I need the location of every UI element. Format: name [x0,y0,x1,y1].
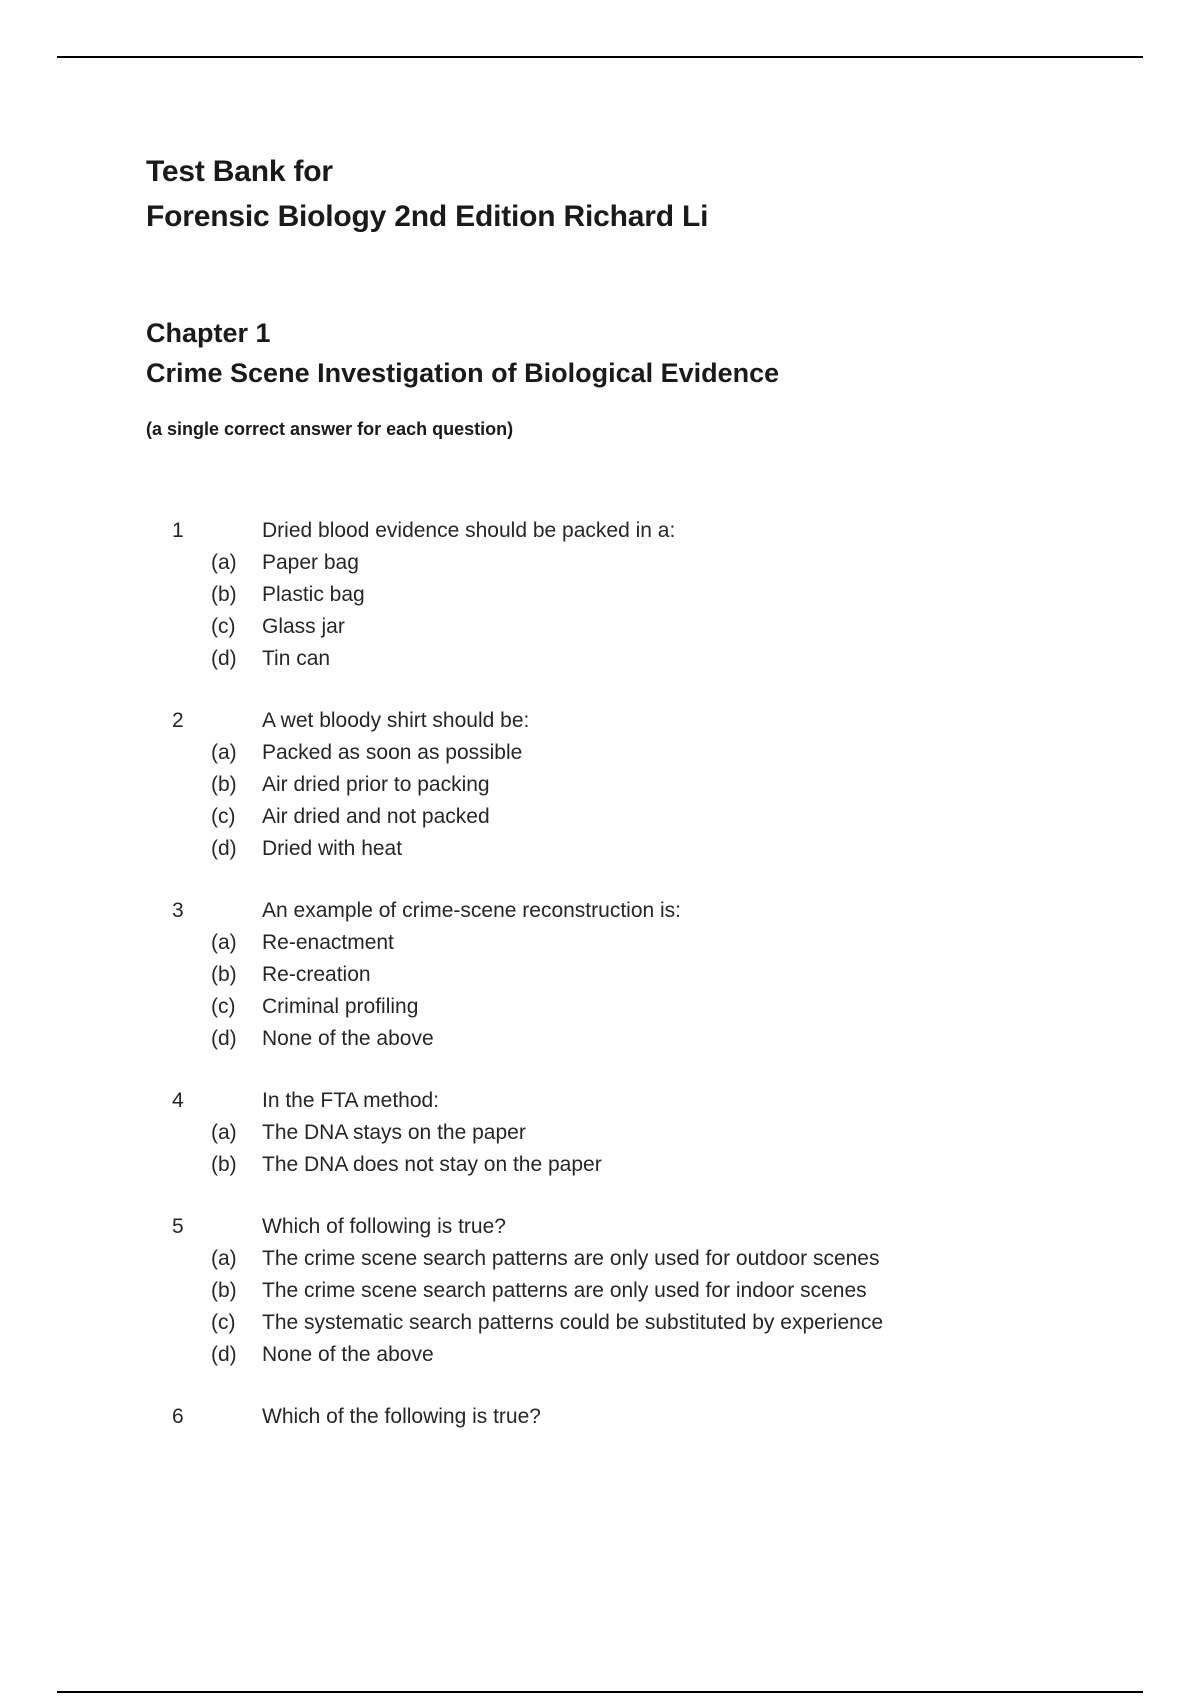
question-header [146,1211,1146,1243]
question-text: A wet bloody shirt should be: [262,709,530,732]
option-text: The crime scene search patterns are only used for indoor scenes [262,1279,867,1302]
option-label: (b) [211,963,237,986]
option-text: Packed as soon as possible [262,741,523,764]
answer-option [146,991,1146,1023]
option-text: Re-enactment [262,931,394,954]
question-text: Which of following is true? [262,1215,506,1238]
question-number: 6 [172,1405,184,1428]
option-text: The DNA does not stay on the paper [262,1153,602,1176]
question-text: Dried blood evidence should be packed in a: [262,519,676,542]
option-label: (c) [211,615,236,638]
option-text: None of the above [262,1343,434,1366]
question-header [146,1085,1146,1117]
option-text: Dried with heat [262,837,403,860]
question-list [146,515,1146,1463]
option-label: (d) [211,647,237,670]
option-text: Criminal profiling [262,995,419,1018]
answer-option [146,1117,1146,1149]
option-label: (c) [211,1311,236,1334]
question-number: 3 [172,899,184,922]
chapter-heading [146,313,779,393]
question-text: An example of crime-scene reconstruction is: [262,899,682,922]
document-title [146,149,708,239]
question-text: Which of the following is true? [262,1405,541,1428]
instruction-text: (a single correct answer for each question) [146,419,514,439]
answer-option [146,959,1146,991]
option-label: (b) [211,773,237,796]
question-number: 1 [172,519,184,542]
answer-option [146,611,1146,643]
option-label: (a) [211,1247,237,1270]
option-text: Plastic bag [262,583,365,606]
question-item [146,895,1146,1055]
question-text: In the FTA method: [262,1089,440,1112]
question-header [146,705,1146,737]
option-label: (c) [211,805,236,828]
option-label: (a) [211,741,237,764]
question-header [146,895,1146,927]
title-line-2: Forensic Biology 2nd Edition Richard Li [146,200,709,233]
answer-option [146,579,1146,611]
answer-option [146,769,1146,801]
option-text: The DNA stays on the paper [262,1121,526,1144]
chapter-number: Chapter 1 [146,318,271,348]
question-item [146,515,1146,675]
option-text: The systematic search patterns could be substituted by experience [262,1311,883,1334]
answer-option [146,1307,1146,1339]
question-header [146,515,1146,547]
option-text: The crime scene search patterns are only used for outdoor scenes [262,1247,880,1270]
option-text: Paper bag [262,551,359,574]
option-label: (a) [211,551,237,574]
answer-option [146,1023,1146,1055]
option-label: (b) [211,583,237,606]
option-text: Glass jar [262,615,345,638]
option-text: None of the above [262,1027,434,1050]
title-line-1: Test Bank for [146,155,333,188]
option-text: Tin can [262,647,331,670]
option-label: (d) [211,1343,237,1366]
answer-option [146,801,1146,833]
option-label: (d) [211,837,237,860]
question-number: 5 [172,1215,184,1238]
answer-option [146,1275,1146,1307]
question-number: 2 [172,709,184,732]
top-rule [57,56,1143,58]
option-label: (d) [211,1027,237,1050]
question-item [146,1085,1146,1181]
question-header [146,1401,1146,1433]
answer-option [146,1243,1146,1275]
answer-option [146,1339,1146,1371]
answer-option [146,737,1146,769]
question-item [146,1401,1146,1433]
option-text: Air dried and not packed [262,805,490,828]
option-label: (c) [211,995,236,1018]
option-label: (b) [211,1153,237,1176]
option-label: (a) [211,1121,237,1144]
question-item [146,1211,1146,1371]
answer-option [146,1149,1146,1181]
option-text: Air dried prior to packing [262,773,490,796]
answer-option [146,833,1146,865]
bottom-rule [57,1691,1143,1693]
chapter-title: Crime Scene Investigation of Biological Evidence [146,358,780,388]
answer-option [146,547,1146,579]
answer-option [146,927,1146,959]
question-number: 4 [172,1089,184,1112]
question-item [146,705,1146,865]
option-text: Re-creation [262,963,371,986]
answer-option [146,643,1146,675]
option-label: (a) [211,931,237,954]
option-label: (b) [211,1279,237,1302]
